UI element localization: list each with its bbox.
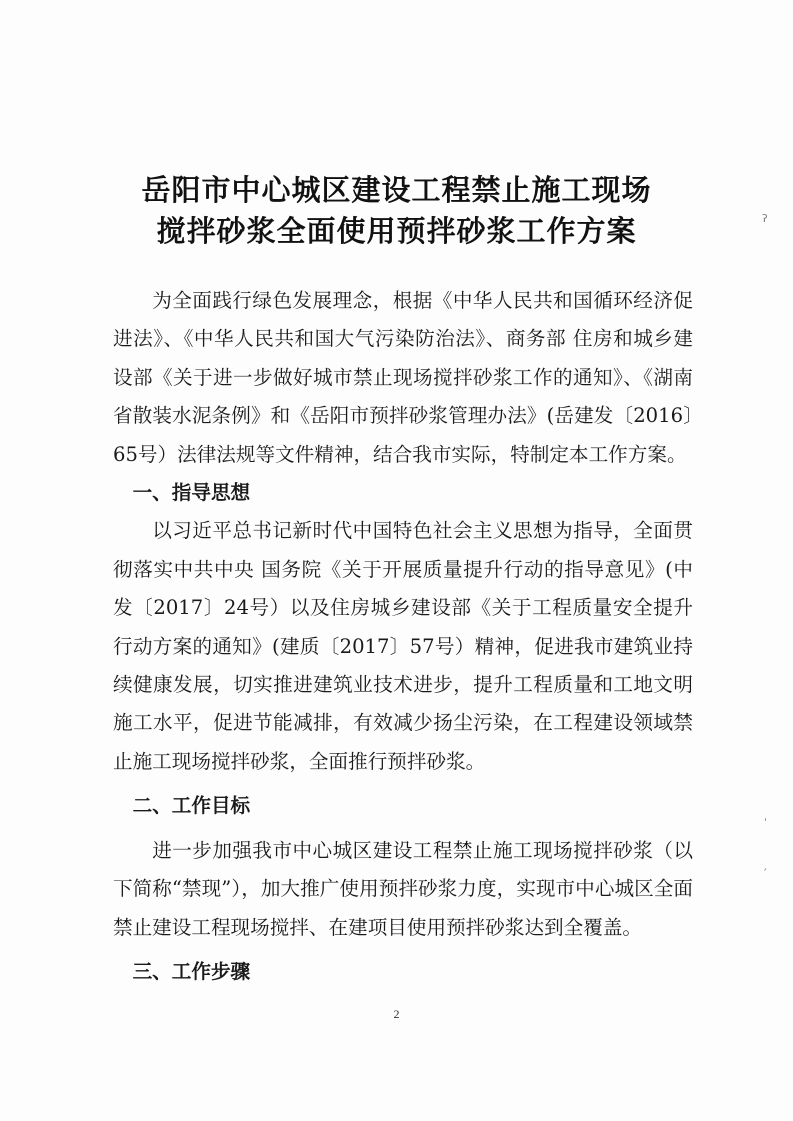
document-title-line-2: 搅拌砂浆全面使用预拌砂浆工作方案 <box>156 214 637 248</box>
scan-mark: ʔ <box>762 212 768 225</box>
page-number: 2 <box>393 1007 400 1021</box>
section-paragraph-guiding-ideology: 以习近平总书记新时代中国特色社会主义思想为指导，全面贯彻落实中共中央 国务院《关于开展质量提升行动的指导意见》(中发〔2017〕24号）以及住房城乡建设部《关于工程质量安全提升行动方案的通知》(建质〔2017〕57号）精神，促进我市建筑业持续健康发展，切实推进建筑业技术进步，提升工程质量和工地文明施工水平，促进节能减排，有效减少扬尘污染，在工程建设领域禁止施工现场搅拌砂浆，全面推行预拌砂浆。 <box>113 519 693 773</box>
section-heading-guiding-ideology: 一、指导思想 <box>132 481 251 505</box>
document-title-line-1: 岳阳市中心城区建设工程禁止施工现场 <box>141 173 652 207</box>
scan-mark: ˈ <box>764 816 768 829</box>
document-body <box>113 282 693 991</box>
section-paragraph-work-goals: 进一步加强我市中心城区建设工程禁止施工现场搅拌砂浆（以下简称“禁现”），加大推广使用预拌砂浆力度，实现市中心城区全面禁止建设工程现场搅拌、在建项目使用预拌砂浆达到全覆盖。 <box>113 838 693 939</box>
scan-mark: ˏ <box>762 858 768 871</box>
section-heading-work-goals: 二、工作目标 <box>132 794 251 818</box>
section-heading-work-steps: 三、工作步骤 <box>132 959 251 983</box>
intro-paragraph: 为全面践行绿色发展理念，根据《中华人民共和国循环经济促进法》、《中华人民共和国大气污染防治法》、商务部 住房和城乡建设部《关于进一步做好城市禁止现场搅拌砂浆工作的通知》、《湖南省散装水泥条例》和《岳阳市预拌砂浆管理办法》(岳建发〔2016〕65号）法律法规等文件精神，结合我市实际，特制定本工作方案。 <box>113 289 693 466</box>
